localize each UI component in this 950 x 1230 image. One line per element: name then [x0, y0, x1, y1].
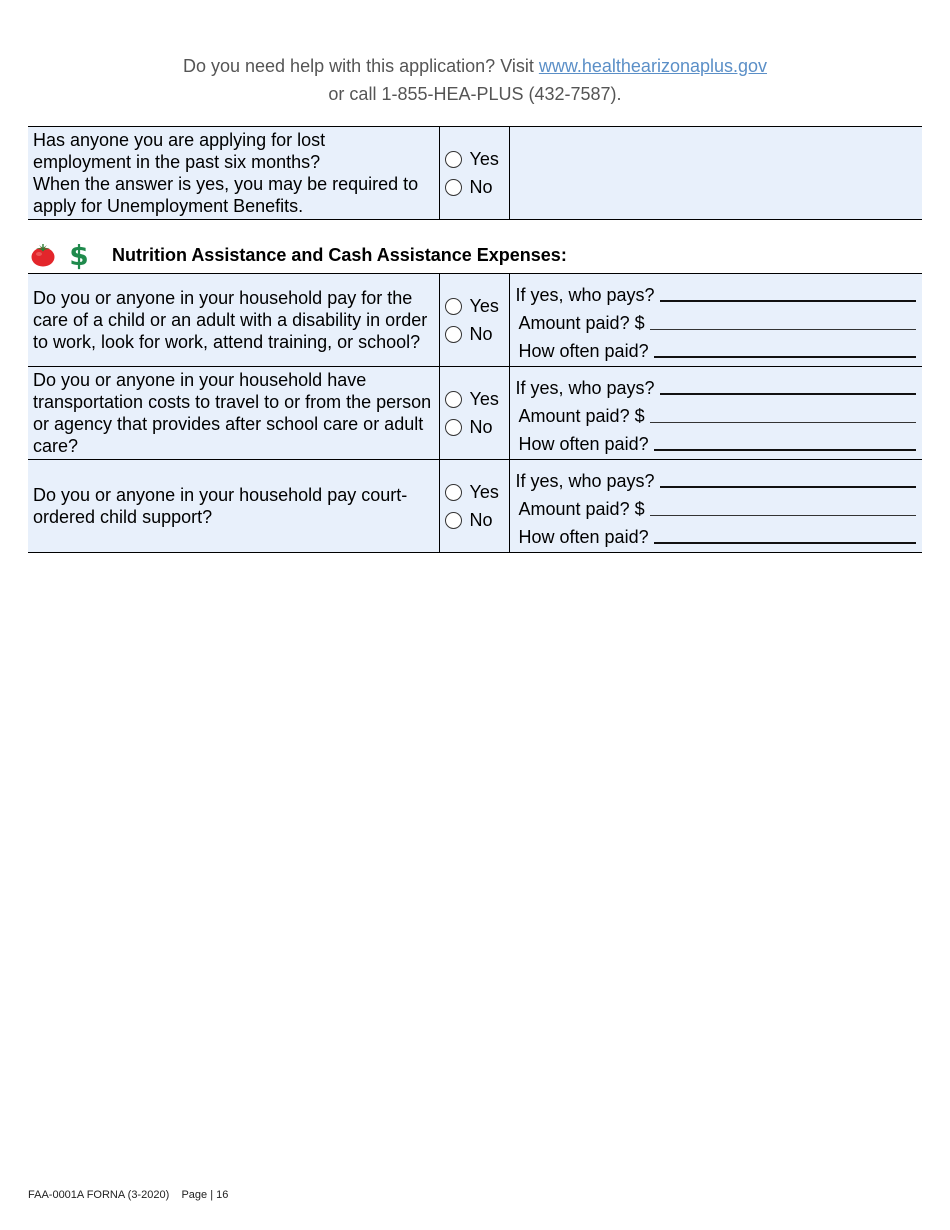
who-pays-label: If yes, who pays?	[515, 471, 655, 491]
no-option[interactable]	[445, 173, 509, 201]
amount-label: Amount paid? $	[518, 313, 645, 333]
how-often-label: How often paid?	[518, 527, 649, 547]
who-pays-input[interactable]	[660, 393, 916, 395]
help-text: Do you need help with this application? Visit	[182, 56, 539, 76]
expense-details	[509, 460, 922, 553]
answer-options	[439, 274, 509, 367]
help-phone-line: or call 1-855-HEA-PLUS (432-7587).	[328, 84, 622, 104]
no-option[interactable]	[445, 320, 509, 348]
question-dependent-care: Do you or anyone in your household pay for the care of a child or an adult with a disability in order to work, look for work, attend training, or school?	[28, 274, 439, 367]
form-id: FAA-0001A FORNA (3-2020)	[28, 1189, 170, 1201]
yes-label: Yes	[469, 149, 499, 169]
section-title: Nutrition Assistance and Cash Assistance Expenses:	[112, 244, 567, 265]
amount-input[interactable]	[650, 515, 916, 516]
amount-label: Amount paid? $	[518, 499, 645, 519]
amount-label: Amount paid? $	[518, 406, 645, 426]
help-website-link[interactable]: www.healthearizonaplus.gov	[538, 56, 768, 76]
yes-option[interactable]	[445, 478, 509, 506]
answer-options	[439, 127, 509, 220]
yes-radio[interactable]	[445, 151, 462, 168]
table-row	[28, 274, 922, 367]
yes-radio[interactable]	[445, 391, 462, 408]
yes-radio[interactable]	[445, 298, 462, 315]
no-radio[interactable]	[445, 326, 462, 343]
how-often-label: How often paid?	[518, 434, 649, 454]
who-pays-field	[516, 464, 917, 492]
how-often-field	[516, 520, 917, 548]
question-lost-employment: Has anyone you are applying for lost employment in the past six months? When the answer is yes, you may be required to apply for Unemployment Benefits.	[28, 127, 439, 220]
expense-details	[509, 367, 922, 460]
how-often-input[interactable]	[654, 356, 916, 358]
amount-field	[516, 492, 917, 520]
question-transportation: Do you or anyone in your household have transportation costs to travel to or from the person or agency that provides after school care or adult care?	[28, 367, 439, 460]
page-number: Page | 16	[181, 1189, 229, 1201]
no-label: No	[469, 177, 493, 197]
how-often-field	[516, 334, 917, 362]
who-pays-field	[516, 278, 917, 306]
amount-field	[516, 399, 917, 427]
how-often-input[interactable]	[654, 449, 916, 451]
help-banner	[0, 52, 950, 108]
no-label: No	[469, 324, 493, 344]
no-radio[interactable]	[445, 179, 462, 196]
table-row	[28, 460, 922, 553]
empty-cell	[509, 127, 922, 220]
who-pays-input[interactable]	[660, 486, 916, 488]
who-pays-field	[516, 371, 917, 399]
yes-option[interactable]	[445, 292, 509, 320]
who-pays-label: If yes, who pays?	[515, 378, 655, 398]
amount-input[interactable]	[650, 329, 916, 330]
yes-option[interactable]	[445, 145, 509, 173]
question-child-support: Do you or anyone in your household pay court-ordered child support?	[28, 460, 439, 553]
table-row	[28, 367, 922, 460]
amount-input[interactable]	[650, 422, 916, 423]
yes-label: Yes	[469, 389, 499, 409]
yes-radio[interactable]	[445, 484, 462, 501]
who-pays-label: If yes, who pays?	[515, 285, 655, 305]
answer-options	[439, 460, 509, 553]
expenses-table	[28, 273, 922, 553]
employment-table	[28, 126, 922, 220]
yes-label: Yes	[469, 482, 499, 502]
yes-label: Yes	[469, 296, 499, 316]
no-option[interactable]	[445, 506, 509, 534]
dollar-icon	[68, 240, 90, 270]
tomato-icon	[30, 242, 56, 268]
page-footer	[28, 1189, 228, 1201]
table-row	[28, 127, 922, 220]
how-often-input[interactable]	[654, 542, 916, 544]
no-label: No	[469, 417, 493, 437]
section-header	[30, 238, 567, 272]
answer-options	[439, 367, 509, 460]
no-radio[interactable]	[445, 419, 462, 436]
yes-option[interactable]	[445, 385, 509, 413]
expense-details	[509, 274, 922, 367]
svg-text:$: $	[69, 240, 89, 270]
no-label: No	[469, 510, 493, 530]
how-often-field	[516, 427, 917, 455]
how-often-label: How often paid?	[518, 341, 649, 361]
amount-field	[516, 306, 917, 334]
no-radio[interactable]	[445, 512, 462, 529]
no-option[interactable]	[445, 413, 509, 441]
help-line-1	[0, 52, 950, 80]
who-pays-input[interactable]	[660, 300, 916, 302]
